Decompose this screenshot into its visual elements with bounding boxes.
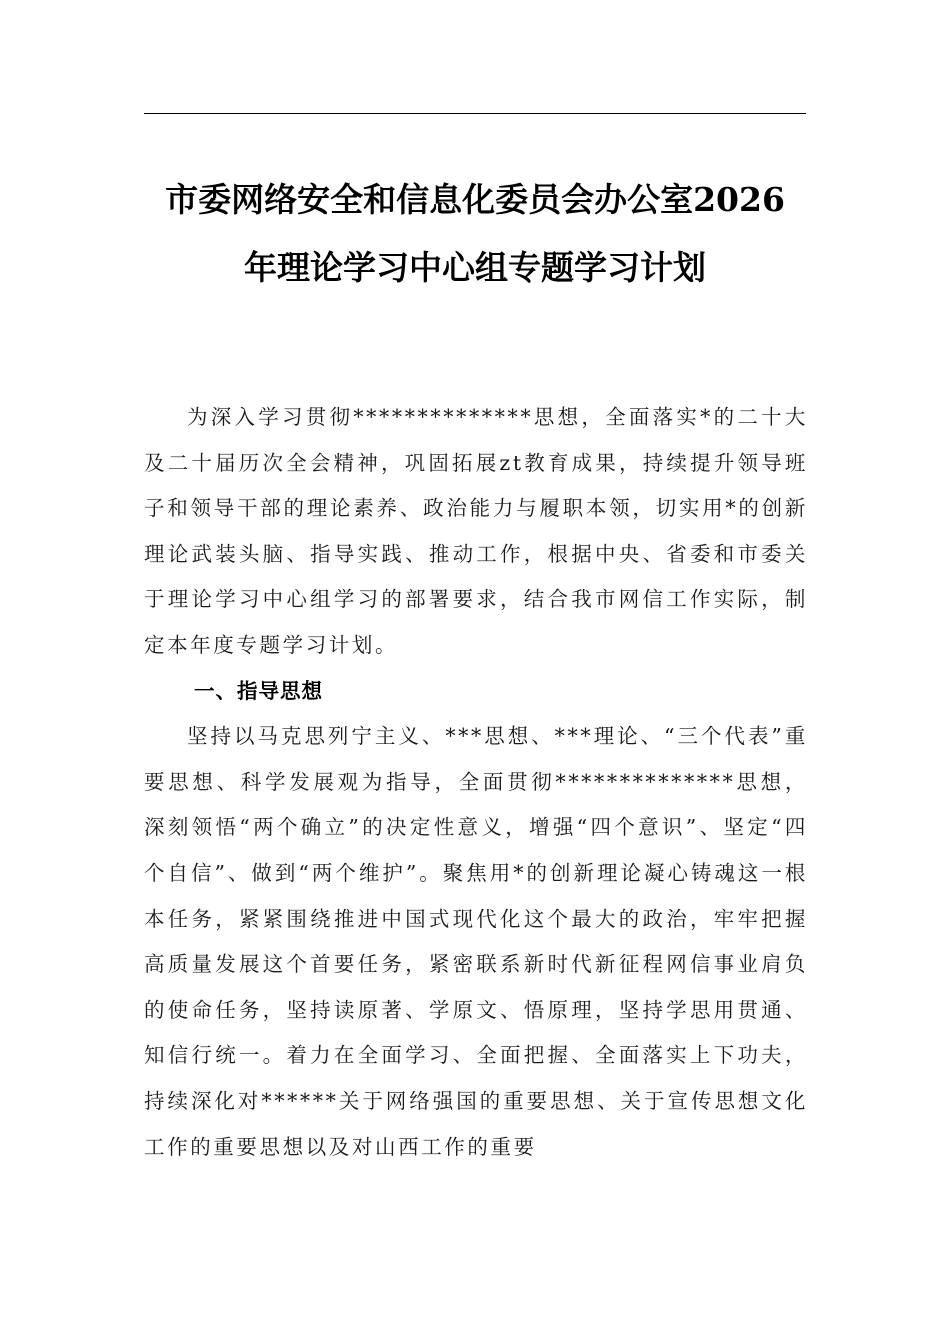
document-title xyxy=(144,166,806,302)
intro-paragraph: 为深入学习贯彻**************思想，全面落实*的二十大及二十届历次全会精神，巩固拓展zt教育成果，持续提升领导班子和领导干部的理论素养、政治能力与履职本领，切实用*的创新理论武装头脑、指导实践、推动工作，根据中央、省委和市委关于理论学习中心组学习的部署要求，结合我市网信工作实际，制定本年度专题学习计划。 xyxy=(144,405,808,657)
document-title-line-2: 年理论学习中心组专题学习计划 xyxy=(244,248,706,287)
header-rule xyxy=(144,113,806,114)
document-title-line-1: 市委网络安全和信息化委员会办公室2026 xyxy=(165,180,785,219)
section-heading-guiding-ideology: 一、指导思想 xyxy=(194,678,323,703)
document-body xyxy=(144,395,808,1170)
guiding-ideology-paragraph: 坚持以马克思列宁主义、***思想、***理论、“三个代表”重要思想、科学发展观为指导，全面贯彻**************思想，深刻领悟“两个确立”的决定性意义，增强“四个意识”、坚定“四个自信”、做到“两个维护”。聚焦用*的创新理论凝心铸魂这一根本任务，紧紧围绕推进中国式现代化这个最大的政治，牢牢把握高质量发展这个首要任务，紧密联系新时代新征程网信事业肩负的使命任务，坚持读原著、学原文、悟原理，坚持学思用贯通、知信行统一。着力在全面学习、全面把握、全面落实上下功夫，持续深化对******关于网络强国的重要思想、关于宣传思想文化工作的重要思想以及对山西工作的重要 xyxy=(144,724,808,1159)
